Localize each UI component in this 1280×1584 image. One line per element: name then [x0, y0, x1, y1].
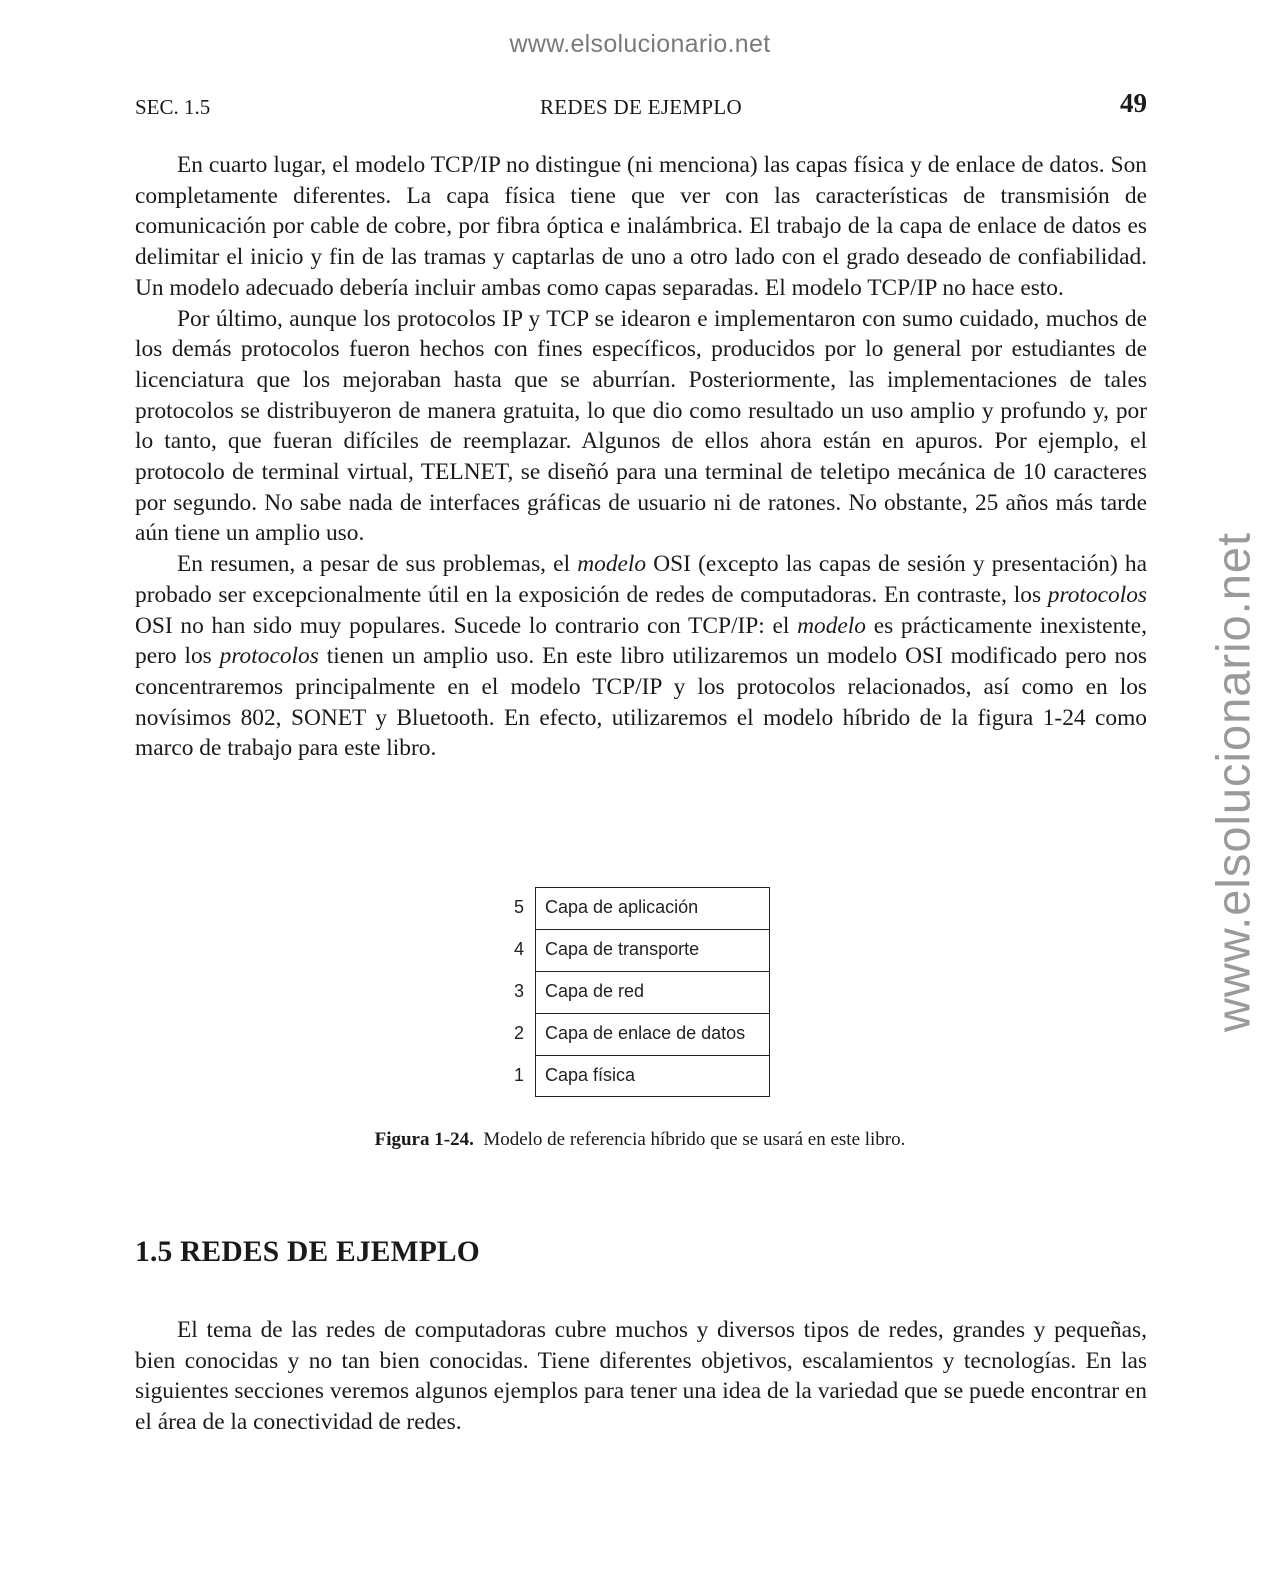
layer-number: 1 — [513, 1065, 524, 1085]
paragraph-3-text: es prácticamente inexistente, pero los — [135, 612, 1147, 670]
watermark-side: www.elsolucionario.net — [1206, 531, 1260, 1033]
section-heading: 1.5 REDES DE EJEMPLO — [135, 1236, 480, 1268]
layer-number: 5 — [513, 897, 524, 917]
layer-label: Capa de red — [545, 981, 645, 1001]
paragraph-3 — [135, 549, 1147, 764]
paragraph-3-text: OSI (excepto las capas de sesión y presentación) ha probado ser excepcionalmente útil en la exposición de redes de computadoras. En contraste, los — [135, 551, 1147, 608]
layer-row — [500, 929, 771, 971]
caption-text: Modelo de referencia híbrido que se usará en este libro. — [483, 1129, 906, 1150]
layer-box — [535, 1055, 770, 1097]
emphasis-modelo: modelo — [797, 612, 866, 639]
layer-box — [535, 971, 770, 1013]
layer-box — [535, 887, 770, 929]
layer-row — [500, 971, 771, 1013]
page-number: 49 — [1120, 88, 1147, 118]
paragraph-2: Por último, aunque los protocolos IP y TCP se idearon e implementaron con sumo cuidado, muchos de los demás protocolos fueron hechos con fines específicos, producidos por lo general por estudiantes de licenciatura que los mejoraban hasta que se aburrían. Posteriormente, las implementaciones de tales protocolos se distribuyeron de manera gratuita, lo que dio como resultado un uso amplio y profundo y, por lo tanto, que fueran difíciles de reemplazar. Algunos de ellos ahora están en apuros. Por ejemplo, el protocolo de terminal virtual, TELNET, se diseñó para una terminal de teletipo mecánica de 10 caracteres por segundo. No sabe nada de interfaces gráficas de usuario ni de ratones. No obstante, 25 años más tarde aún tiene un amplio uso. — [135, 305, 1147, 547]
layer-number: 3 — [513, 981, 524, 1001]
layer-number: 2 — [513, 1023, 524, 1043]
layer-label: Capa de enlace de datos — [545, 1023, 746, 1043]
hybrid-model-figure — [500, 887, 771, 1097]
running-title: REDES DE EJEMPLO — [540, 95, 742, 119]
paragraph-3-text: En resumen, a pesar de sus problemas, el — [177, 551, 578, 578]
figure-caption — [0, 1129, 1280, 1151]
running-head — [135, 88, 1147, 124]
layer-row — [500, 1013, 771, 1055]
paragraph-1: En cuarto lugar, el modelo TCP/IP no distingue (ni menciona) las capas física y de enlace de datos. Son completamente diferentes. La capa física tiene que ver con las características de transmisión de comunicación por cable de cobre, por fibra óptica e inalámbrica. El trabajo de la capa de enlace de datos es delimitar el inicio y fin de las tramas y captarlas de uno a otro lado con el grado deseado de confiabilidad. Un modelo adecuado debería incluir ambas como capas separadas. El modelo TCP/IP no hace esto. — [135, 152, 1147, 301]
paragraph-3-text: OSI no han sido muy populares. Sucede lo contrario con TCP/IP: el — [135, 612, 798, 639]
emphasis-modelo: modelo — [577, 551, 647, 578]
layer-label: Capa de aplicación — [545, 897, 699, 917]
layer-row — [500, 1055, 771, 1097]
layer-row — [500, 887, 771, 929]
paragraph-4: El tema de las redes de computadoras cubre muchos y diversos tipos de redes, grandes y pequeñas, bien conocidas y no tan bien conocidas. Tiene diferentes objetivos, escalamientos y tecnologías. En las siguientes secciones veremos algunos ejemplos para tener una idea de la variedad que se puede encontrar en el área de la conectividad de redes. — [135, 1317, 1147, 1436]
paragraph-3-text: tienen un amplio uso. En este libro utilizaremos un modelo OSI modificado pero nos concentraremos principalmente en el modelo TCP/IP y los protocolos relacionados, así como en los novísimos 802, SONET y Bluetooth. En efecto, utilizaremos el modelo híbrido de la figura 1-24 como marco de trabajo para este libro. — [135, 643, 1147, 762]
watermark-top: www.elsolucionario.net — [509, 30, 771, 58]
body-text-top — [135, 150, 1147, 764]
layer-label: Capa de transporte — [545, 939, 700, 959]
layer-box — [535, 929, 770, 971]
caption-label: Figura 1-24. — [374, 1129, 474, 1150]
layer-number: 4 — [513, 939, 524, 959]
layer-label: Capa física — [545, 1065, 636, 1085]
emphasis-protocolos: protocolos — [1047, 581, 1147, 608]
emphasis-protocolos: protocolos — [219, 643, 319, 670]
layer-box — [535, 1013, 770, 1055]
body-text-bottom — [135, 1315, 1147, 1438]
section-number: SEC. 1.5 — [135, 95, 211, 119]
